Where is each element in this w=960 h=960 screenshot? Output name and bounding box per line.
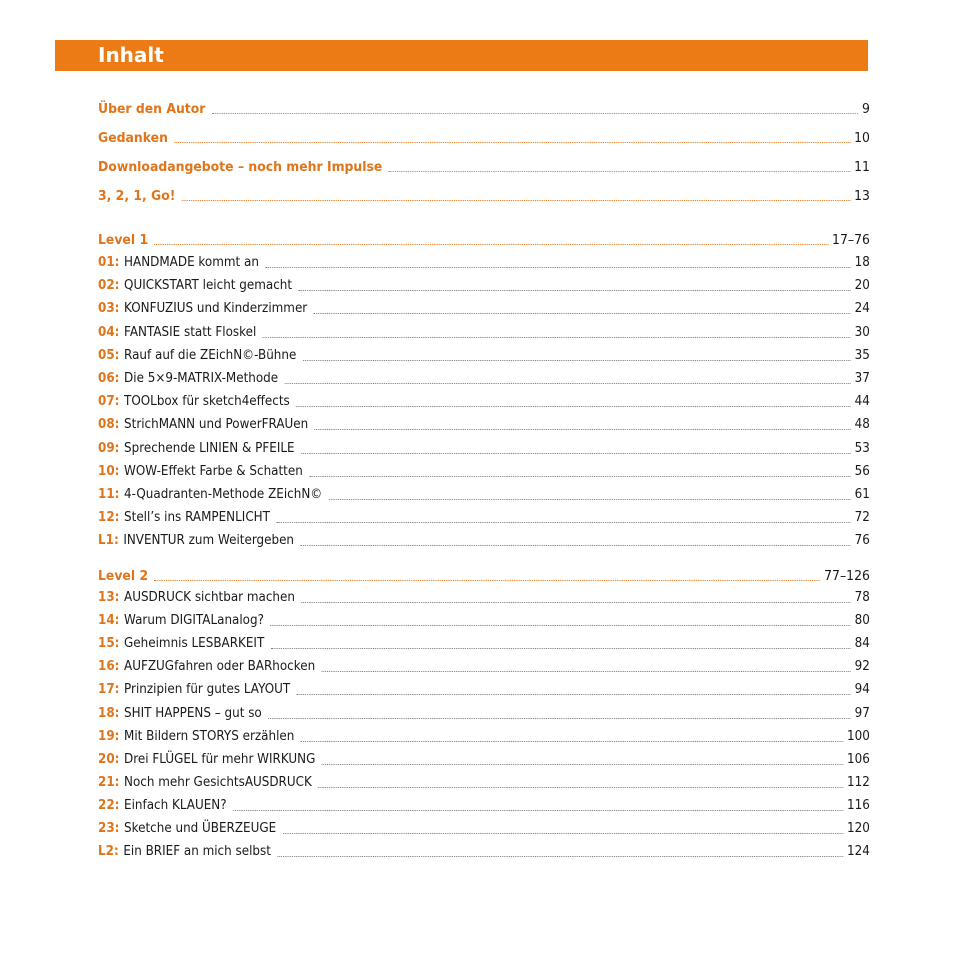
page-number: 106	[847, 751, 870, 767]
entry-number: 03:	[98, 301, 120, 317]
entry-title: Level 1	[98, 232, 149, 248]
toc-entry	[98, 346, 870, 366]
entry-title: AUFZUGfahren oder BARhocken	[124, 659, 316, 675]
entry-title: Prinzipien für gutes LAYOUT	[124, 682, 291, 698]
entry-number: 09:	[98, 440, 120, 456]
dot-leader	[182, 199, 850, 201]
page-number: 78	[854, 590, 870, 605]
entry-title: Stell’s ins RAMPENLICHT	[124, 510, 270, 526]
dot-leader	[389, 170, 851, 172]
entry-number: L1:	[98, 533, 119, 549]
dot-leader	[318, 786, 843, 788]
entry-title: 3, 2, 1, Go!	[98, 188, 176, 204]
page-number: 18	[854, 255, 870, 270]
page-number: 92	[854, 659, 870, 675]
page-number: 17–76	[832, 232, 870, 248]
entry-title: TOOLbox für sketch4effects	[124, 394, 290, 410]
toc-entry	[98, 253, 870, 273]
page-number: 97	[854, 705, 870, 721]
entry-title: Die 5×9-MATRIX-Methode	[124, 371, 279, 386]
entry-number: 04:	[98, 324, 120, 340]
page-number: 84	[854, 636, 870, 652]
page-number: 24	[854, 301, 870, 317]
entry-number: 22:	[98, 797, 120, 813]
dot-leader	[314, 312, 851, 314]
toc-intro-entry	[98, 186, 870, 206]
toc-entry	[98, 323, 870, 343]
dot-leader	[298, 289, 850, 291]
toc-entry	[98, 462, 870, 482]
entry-number: 20:	[98, 751, 120, 767]
entry-title: Drei FLÜGEL für mehr WIRKUNG	[124, 751, 316, 767]
entry-title: Sketche und ÜBERZEUGE	[124, 821, 277, 836]
toc-intro-entry	[98, 157, 870, 177]
entry-title: Noch mehr GesichtsAUSDRUCK	[124, 774, 312, 790]
entry-title: KONFUZIUS und Kinderzimmer	[124, 301, 308, 317]
entry-title: WOW-Effekt Farbe & Schatten	[124, 463, 303, 479]
toc-entry	[98, 842, 870, 862]
toc-entry	[98, 657, 870, 677]
toc-entry	[98, 588, 870, 608]
dot-leader	[263, 336, 851, 338]
entry-title: FANTASIE statt Floskel	[124, 324, 257, 340]
dot-leader	[277, 855, 843, 857]
toc-entry	[98, 439, 870, 459]
page-number: 61	[854, 487, 870, 502]
level-heading	[98, 230, 870, 250]
page-number: 56	[854, 463, 870, 479]
page-number: 11	[854, 159, 870, 175]
toc-entry	[98, 299, 870, 319]
toc-entry	[98, 704, 870, 724]
dot-leader	[322, 763, 844, 765]
page-number: 53	[854, 440, 870, 456]
entry-number: 07:	[98, 394, 120, 410]
toc-entry	[98, 773, 870, 793]
page-number: 48	[854, 417, 870, 433]
dot-leader	[271, 647, 851, 649]
entry-number: 16:	[98, 659, 120, 675]
page-number: 9	[861, 101, 870, 117]
dot-leader	[212, 112, 858, 114]
toc-entry	[98, 727, 870, 747]
toc-intro-entry	[98, 128, 870, 148]
entry-title: 4-Quadranten-Methode ZEichN©	[124, 487, 323, 502]
entry-title: Über den Autor	[98, 101, 206, 117]
dot-leader	[285, 382, 851, 384]
page-number: 10	[854, 130, 870, 146]
page-number: 44	[854, 394, 870, 410]
entry-number: 02:	[98, 278, 120, 294]
toc-entry	[98, 392, 870, 412]
dot-leader	[322, 670, 851, 672]
entry-number: 01:	[98, 255, 120, 270]
entry-title: AUSDRUCK sichtbar machen	[124, 590, 295, 605]
toc-entry	[98, 531, 870, 551]
dot-leader	[301, 740, 844, 742]
dot-leader	[303, 359, 851, 361]
dot-leader	[301, 452, 851, 454]
dot-leader	[329, 498, 851, 500]
toc-entry	[98, 508, 870, 528]
dot-leader	[268, 717, 851, 719]
entry-title: QUICKSTART leicht gemacht	[124, 278, 293, 294]
toc-entry	[98, 680, 870, 700]
entry-title: SHIT HAPPENS – gut so	[124, 705, 262, 721]
entry-title: Sprechende LINIEN & PFEILE	[124, 440, 295, 456]
toc-intro-entry	[98, 99, 870, 119]
entry-number: 12:	[98, 510, 120, 526]
entry-title: INVENTUR zum Weitergeben	[123, 533, 295, 549]
toc-entry	[98, 415, 870, 435]
entry-title: Level 2	[98, 568, 149, 584]
page-number: 116	[847, 797, 870, 813]
dot-leader	[297, 693, 851, 695]
dot-leader	[276, 521, 851, 523]
page-number: 94	[854, 682, 870, 698]
dot-leader	[309, 475, 851, 477]
entry-number: 18:	[98, 705, 120, 721]
entry-title: Mit Bildern STORYS erzählen	[124, 728, 295, 744]
toc-entry	[98, 276, 870, 296]
dot-leader	[155, 579, 821, 581]
entry-number: 21:	[98, 774, 120, 790]
dot-leader	[300, 544, 851, 546]
page-number: 37	[854, 371, 870, 386]
entry-number: 10:	[98, 463, 120, 479]
entry-number: 11:	[98, 487, 120, 502]
entry-title: Ein BRIEF an mich selbst	[123, 844, 271, 860]
toc-entry	[98, 485, 870, 505]
entry-number: L2:	[98, 844, 119, 860]
entry-number: 13:	[98, 590, 120, 605]
page-number: 20	[854, 278, 870, 294]
entry-title: Rauf auf die ZEichN©-Bühne	[124, 347, 297, 363]
entry-number: 08:	[98, 417, 120, 433]
dot-leader	[265, 266, 851, 268]
toc-entry	[98, 796, 870, 816]
entry-title: Downloadangebote – noch mehr Impulse	[98, 159, 383, 175]
page-number: 112	[847, 774, 870, 790]
entry-title: Gedanken	[98, 130, 168, 146]
dot-leader	[233, 809, 843, 811]
page-number: 30	[854, 324, 870, 340]
entry-number: 17:	[98, 682, 120, 698]
entry-title: HANDMADE kommt an	[124, 255, 259, 270]
page-number: 72	[854, 510, 870, 526]
dot-leader	[174, 141, 850, 143]
toc-entry	[98, 611, 870, 631]
page-number: 77–126	[824, 568, 870, 584]
dot-leader	[296, 405, 851, 407]
toc-entry	[98, 819, 870, 839]
level-heading	[98, 566, 870, 586]
entry-title: Einfach KLAUEN?	[124, 797, 227, 813]
toc-entry	[98, 750, 870, 770]
dot-leader	[301, 601, 851, 603]
entry-number: 15:	[98, 636, 120, 652]
entry-number: 23:	[98, 821, 120, 836]
page-number: 124	[847, 844, 870, 860]
page-number: 35	[854, 347, 870, 363]
dot-leader	[315, 428, 851, 430]
page-number: 80	[854, 613, 870, 629]
entry-number: 05:	[98, 347, 120, 363]
page-number: 120	[847, 821, 870, 836]
dot-leader	[283, 832, 844, 834]
entry-number: 06:	[98, 371, 120, 386]
entry-title: Warum DIGITALanalog?	[124, 613, 264, 629]
toc-entry	[98, 634, 870, 654]
page-title: Inhalt	[98, 43, 164, 67]
entry-number: 19:	[98, 728, 120, 744]
dot-leader	[270, 624, 851, 626]
entry-title: Geheimnis LESBARKEIT	[124, 636, 265, 652]
entry-title: StrichMANN und PowerFRAUen	[124, 417, 309, 433]
page-number: 100	[847, 728, 870, 744]
page-number: 76	[854, 533, 870, 549]
page-number: 13	[854, 188, 870, 204]
dot-leader	[155, 243, 829, 245]
entry-number: 14:	[98, 613, 120, 629]
toc-entry	[98, 369, 870, 389]
